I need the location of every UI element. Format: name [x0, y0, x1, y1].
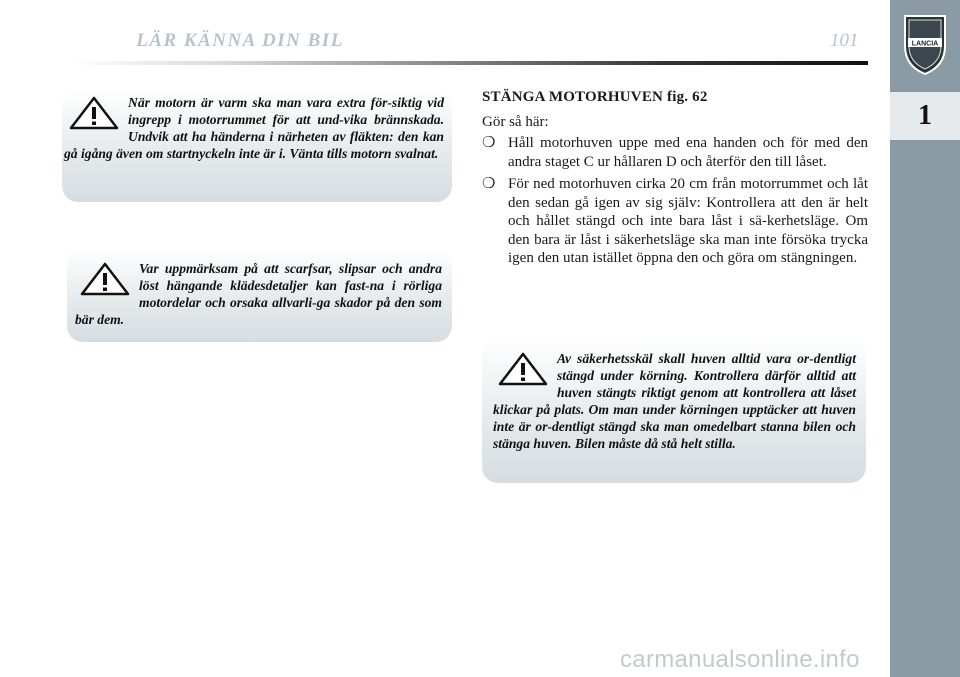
step-text: För ned motorhuven cirka 20 cm från motorrummet och låt den sedan gå igen av sig själv: Kontrollera att den är helt och hållet stängd och inte bara låst i sä-kerhetsläge. Om den bara är låst i säkerhetsläge ska man inte försöka trycka igen den utan istället öppna den och göra om stängningen.	[508, 176, 868, 266]
step-list	[482, 134, 868, 272]
sidebar-logo-panel	[890, 0, 960, 92]
running-header-title: LÄR KÄNNA DIN BIL	[136, 30, 344, 51]
warning-triangle-icon	[497, 352, 549, 386]
list-item	[482, 134, 868, 171]
warning-triangle-icon	[68, 96, 120, 130]
warning-box-hood-closed	[482, 338, 866, 483]
warning-triangle-icon	[79, 262, 131, 296]
lancia-logo	[902, 12, 948, 76]
svg-text:LANCIA: LANCIA	[911, 40, 939, 48]
step-text: Håll motorhuven uppe med ena handen och för med den andra staget C ur hållaren D och återför den till låset.	[508, 135, 868, 170]
chapter-sidebar	[890, 0, 960, 677]
chapter-number: 1	[918, 100, 932, 131]
warning-box-loose-clothing	[67, 248, 452, 342]
header-divider	[68, 61, 868, 65]
section-heading: STÄNGA MOTORHUVEN fig. 62	[482, 89, 708, 105]
warning-box-hot-engine	[62, 90, 452, 202]
chapter-tab[interactable]	[890, 92, 960, 140]
page-number: 101	[830, 30, 859, 51]
watermark: carmanualsonline.info	[620, 646, 860, 673]
list-item	[482, 175, 868, 268]
warning-text: Var uppmärksam på att scarfsar, slipsar och andra löst hängande klädesdetaljer kan fast-na i rörliga motordelar och orsaka allvarli-ga skador på den som bär dem.	[75, 261, 442, 327]
circle-bullet-icon: ❍	[482, 135, 496, 151]
warning-text: Av säkerhetsskäl skall huven alltid vara or-dentligt stängd under körning. Kontrollera därför alltid att huven stängts riktigt genom att kontrollera att låset klickar på plats. Om man under körningen upptäcker att huven inte är or-dentligt stängd ska man omedelbart stanna bilen och stänga huven. Bilen måste då stå helt stilla.	[493, 351, 856, 451]
circle-bullet-icon: ❍	[482, 176, 496, 192]
section-intro: Gör så här:	[482, 114, 549, 130]
warning-text: När motorn är varm ska man vara extra för-siktig vid ingrepp i motorrummet för att und-vika brännskada. Undvik att ha händerna i närheten av fläkten: den kan gå igång även om startnyckeln inte är i. Vänta tills motorn svalnat.	[64, 95, 444, 161]
